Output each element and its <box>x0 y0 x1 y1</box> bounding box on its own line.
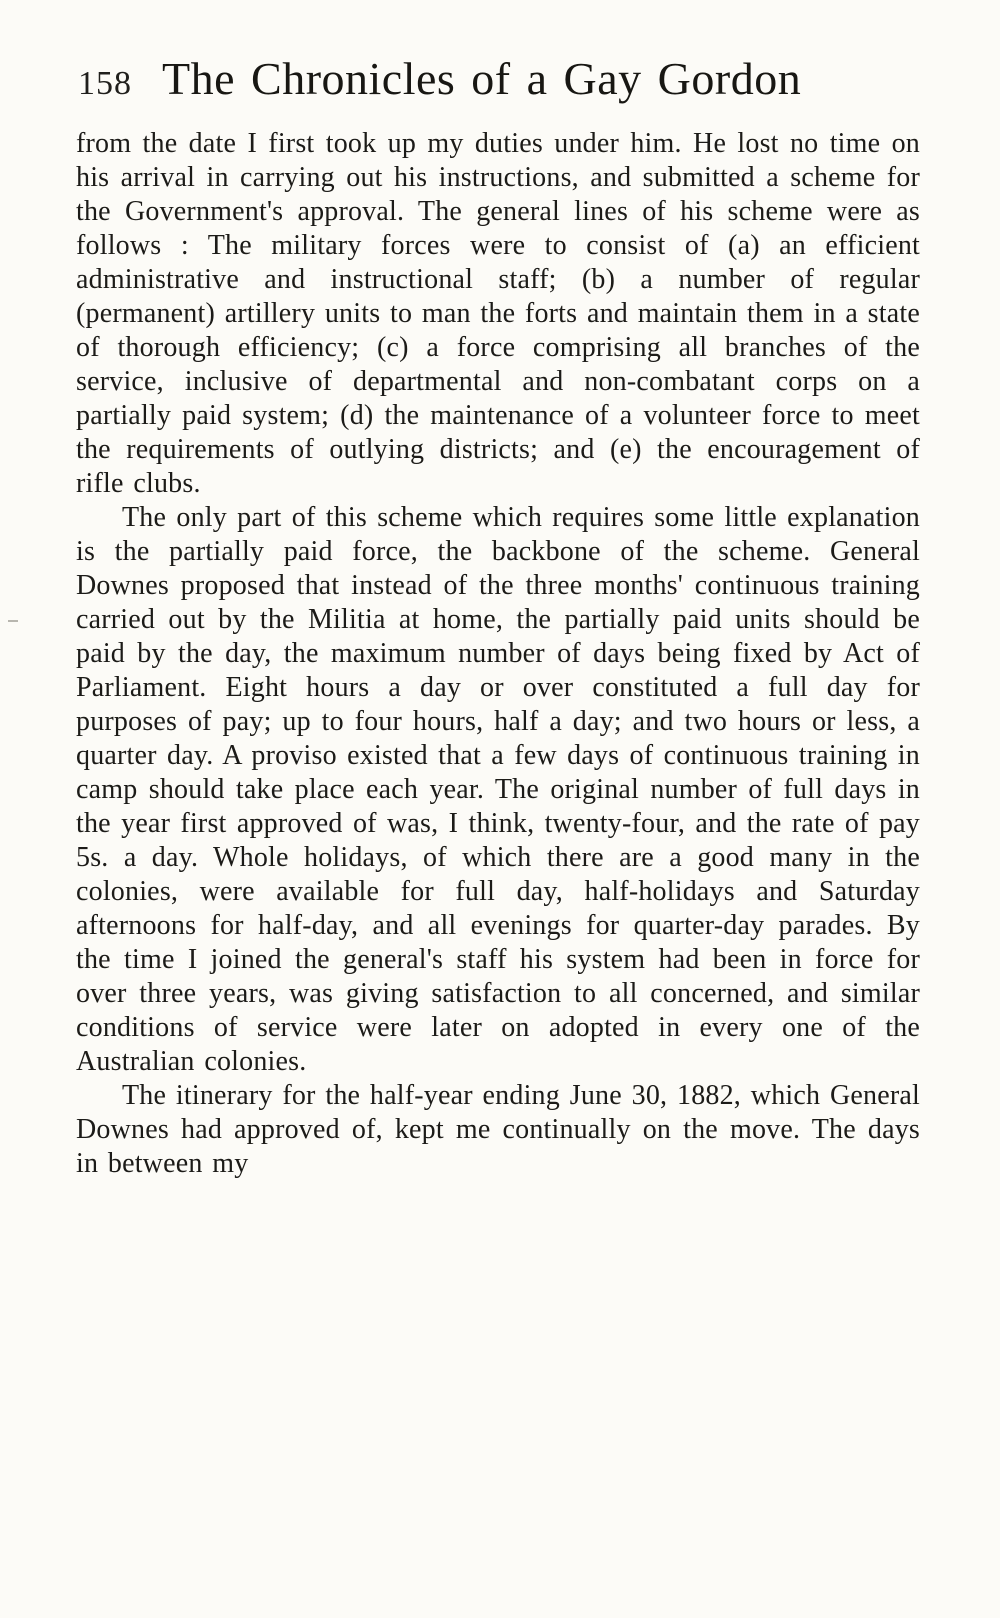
paragraph: The only part of this scheme which requires some little explanation is the partially paid force, the backbone of the scheme. General Downes proposed that instead of the three months' continuous training carried out by the Militia at home, the partially paid units should be paid by the day, the maximum number of days being fixed by Act of Parliament. Eight hours a day or over constituted a full day for purposes of pay; up to four hours, half a day; and two hours or less, a quarter day. A proviso existed that a few days of continuous training in camp should take place each year. The original number of full days in the year first approved of was, I think, twenty-four, and the rate of pay 5s. a day. Whole holidays, of which there are a good many in the colonies, were available for full day, half-holidays and Saturday afternoons for half-day, and all evenings for quarter-day parades. By the time I joined the general's staff his system had been in force for over three years, was giving satisfaction to all concerned, and similar conditions of service were later on adopted in every one of the Australian colonies. <box>76 502 920 1077</box>
paragraph: from the date I first took up my duties under him. He lost no time on his arrival in carrying out his instructions, and submitted a scheme for the Government's approval. The general lines of his scheme were as follows : The military forces were to consist of (a) an efficient administrative and instructional staff; (b) a number of regular (permanent) artillery units to man the forts and maintain them in a state of thorough efficiency; (c) a force comprising all branches of the service, inclusive of departmental and non-combatant corps on a partially paid system; (d) the maintenance of a volunteer force to meet the requirements of outlying districts; and (e) the encouragement of rifle clubs. <box>76 128 920 499</box>
page-header <box>76 52 920 105</box>
paragraph: The itinerary for the half-year ending June 30, 1882, which General Downes had approved of, kept me continually on the move. The days in between my <box>76 1080 920 1179</box>
scan-artifact-mark <box>8 620 18 622</box>
body-text <box>76 127 920 1181</box>
page-title: The Chronicles of a Gay Gordon <box>162 53 802 104</box>
page-number: 158 <box>78 65 132 102</box>
